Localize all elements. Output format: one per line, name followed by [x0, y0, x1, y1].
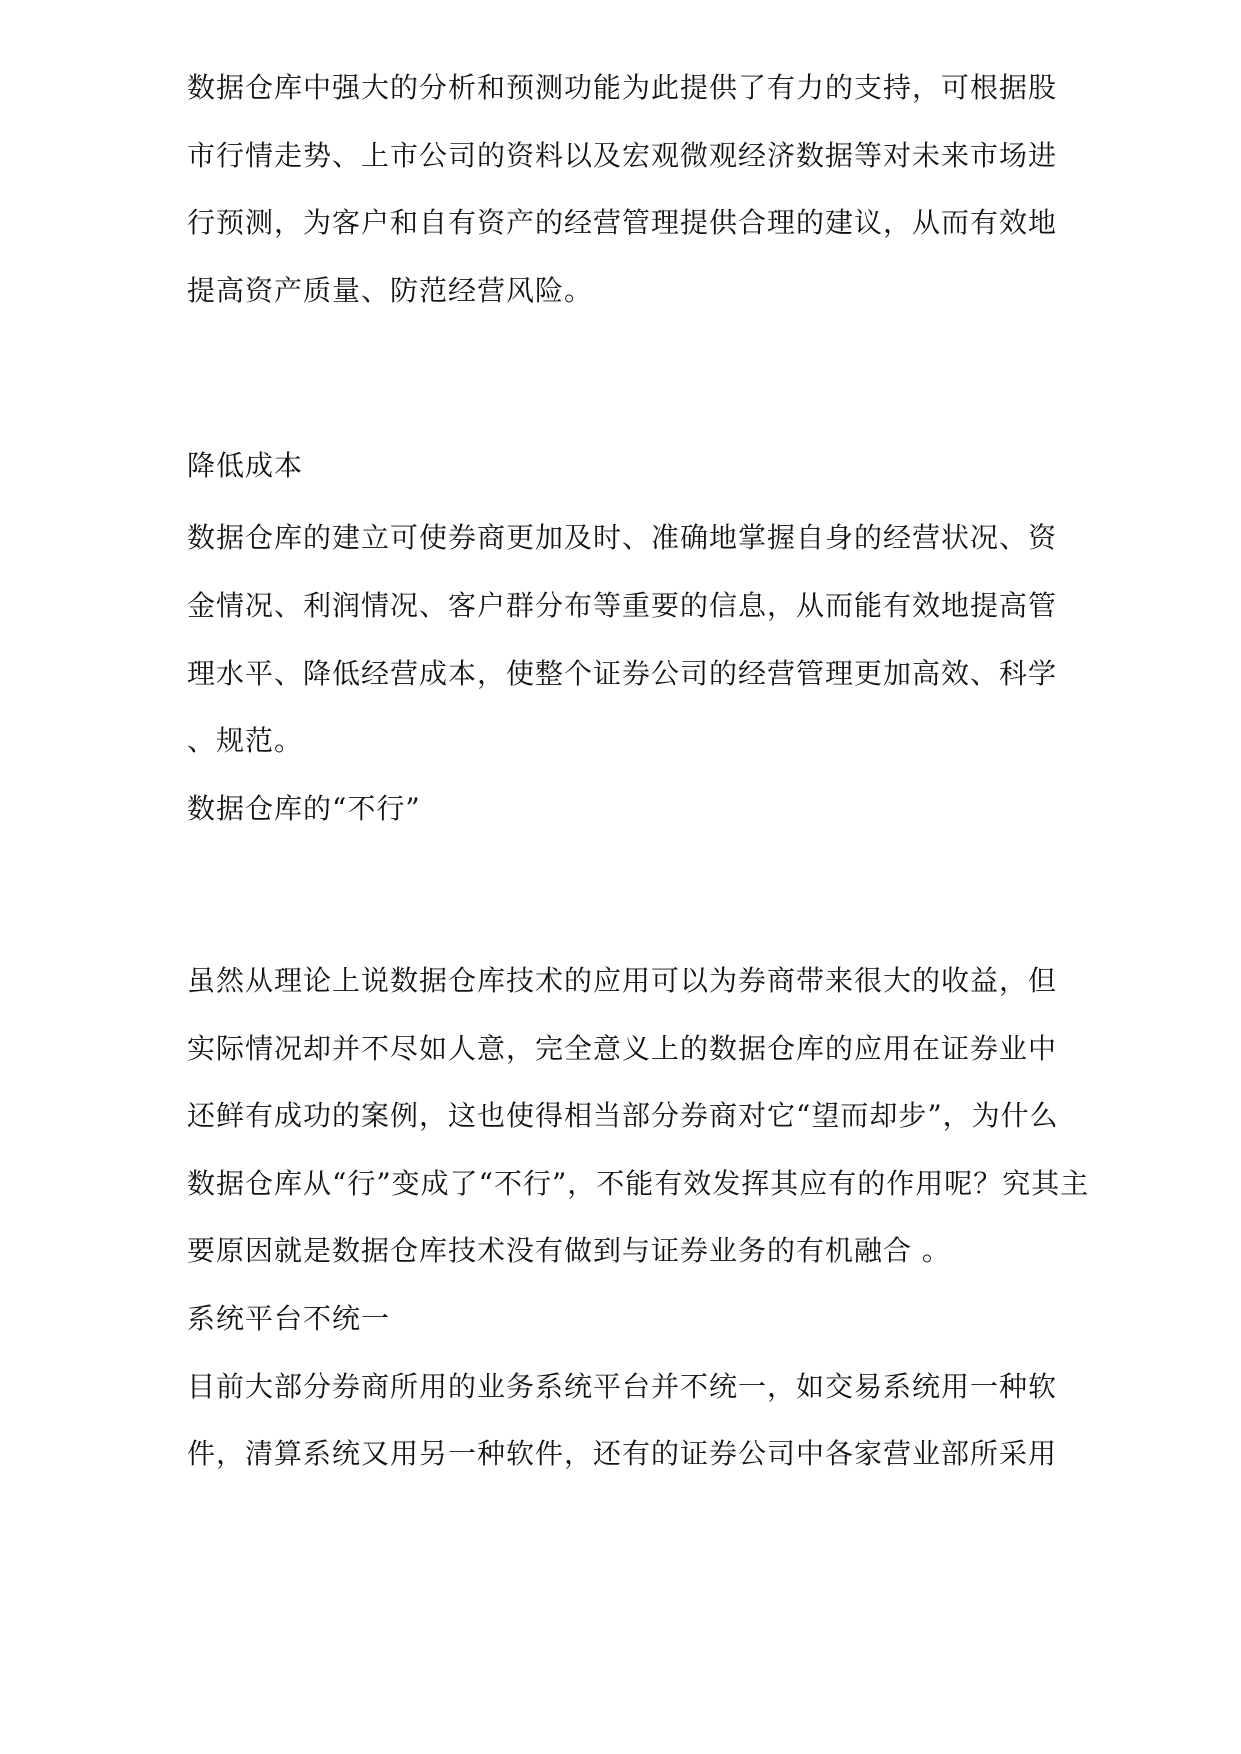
section-heading: 数据仓库的“不行” — [187, 792, 421, 825]
paragraph-line: 数据仓库中强大的分析和预测功能为此提供了有力的支持，可根据股 — [187, 71, 1058, 104]
paragraph-line: 虽然从理论上说数据仓库技术的应用可以为券商带来很大的收益，但 — [187, 964, 1058, 997]
paragraph-line: 金情况、利润情况、客户群分布等重要的信息，从而能有效地提高管 — [187, 589, 1058, 622]
paragraph-line: 要原因就是数据仓库技术没有做到与证券业务的有机融合 。 — [187, 1234, 951, 1267]
paragraph-line: 行预测，为客户和自有资产的经营管理提供合理的建议，从而有效地 — [187, 206, 1058, 239]
paragraph-line: 数据仓库从“行”变成了“不行”，不能有效发挥其应有的作用呢？究其主 — [187, 1167, 1090, 1200]
paragraph-line: 还鲜有成功的案例，这也使得相当部分券商对它“望而却步”，为什么 — [187, 1099, 1059, 1132]
paragraph-line: 数据仓库的建立可使券商更加及时、准确地掌握自身的经营状况、资 — [187, 521, 1058, 554]
section-heading: 降低成本 — [187, 449, 304, 482]
paragraph-line: 提高资产质量、防范经营风险。 — [187, 274, 594, 307]
paragraph-line: 理水平、降低经营成本，使整个证券公司的经营管理更加高效、科学 — [187, 657, 1058, 690]
paragraph-line: 市行情走势、上市公司的资料以及宏观微观经济数据等对未来市场进 — [187, 139, 1058, 172]
paragraph-line: 目前大部分券商所用的业务系统平台并不统一，如交易系统用一种软 — [187, 1370, 1058, 1403]
section-heading: 系统平台不统一 — [187, 1302, 391, 1335]
paragraph-line: 件，清算系统又用另一种软件，还有的证券公司中各家营业部所采用 — [187, 1437, 1058, 1470]
paragraph-line: 实际情况却并不尽如人意，完全意义上的数据仓库的应用在证券业中 — [187, 1032, 1058, 1065]
paragraph-line: 、规范。 — [187, 724, 304, 757]
